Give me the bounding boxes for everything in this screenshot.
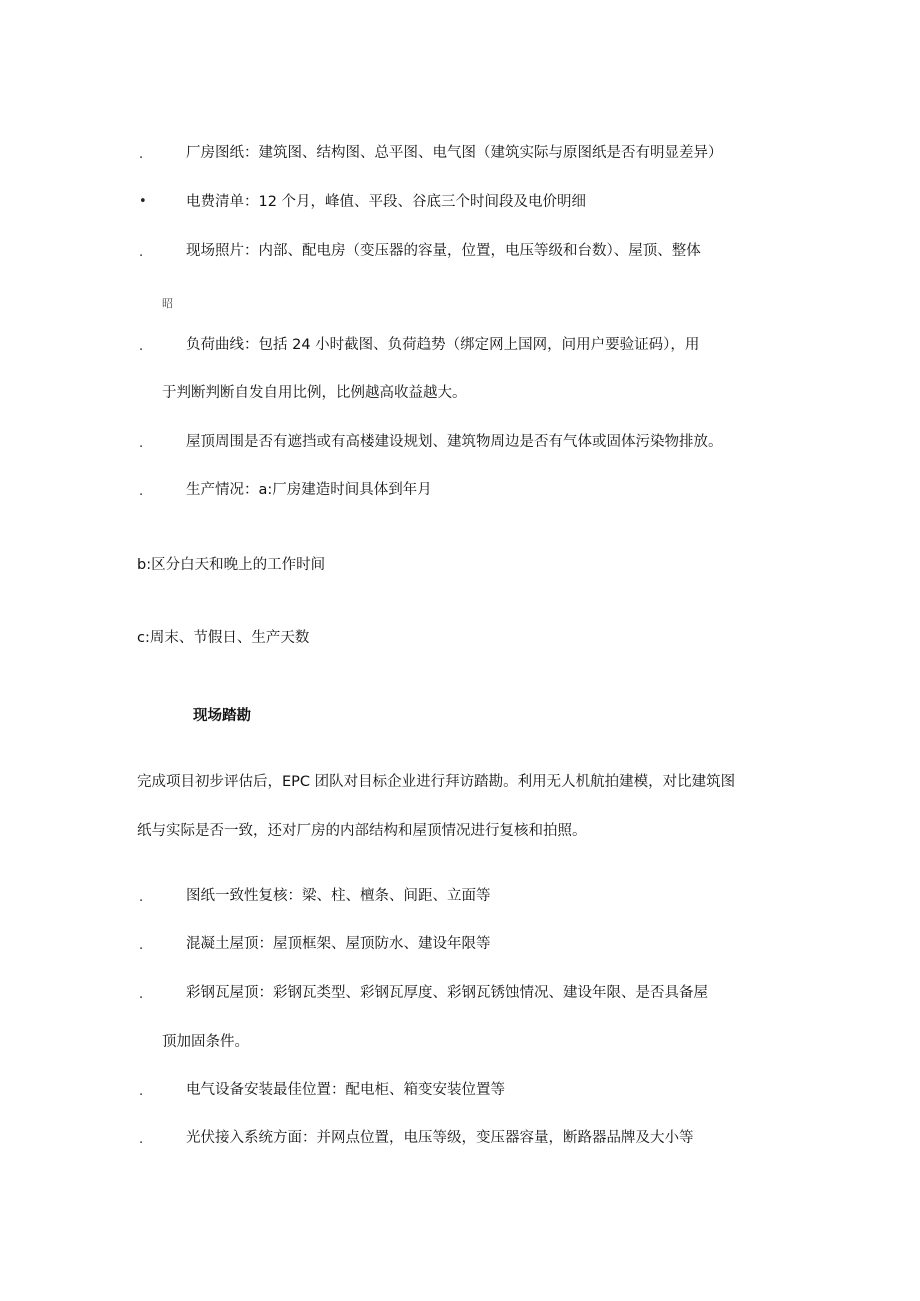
list-item-electrical-location: 电气设备安装最佳位置：配电柜、箱变安装位置等 [186,1082,505,1098]
list-marker: . [139,1132,144,1147]
list-marker: . [139,938,144,953]
list-marker: • [139,194,147,209]
paragraph-line: 完成项目初步评估后，EPC 团队对目标企业进行拜访踏勘。利用无人机航拍建模，对比建筑图 [137,774,736,790]
list-item-steel-roof: 彩钢瓦屋顶：彩钢瓦类型、彩钢瓦厚度、彩钢瓦锈蚀情况、建设年限、是否具备屋 [186,985,708,1001]
list-item-grid-access: 光伏接入系统方面：并网点位置，电压等级，变压器容量，断路器品牌及大小等 [186,1130,694,1146]
list-marker: . [139,987,144,1002]
production-sub-c: c:周末、节假日、生产天数 [137,630,310,646]
list-marker: . [139,1084,144,1099]
list-item-drawings: 厂房图纸：建筑图、结构图、总平图、电气图（建筑实际与原图纸是否有明显差异） [186,145,723,161]
list-marker: . [139,890,144,905]
list-item-load-curve-cont: 于判断判断自发自用比例，比例越高收益越大。 [162,385,467,401]
list-item-electricity-bill: 电费清单：12 个月，峰值、平段、谷底三个时间段及电价明细 [186,194,587,210]
list-item-load-curve: 负荷曲线：包括 24 小时截图、负荷趋势（绑定网上国网，问用户要验证码），用 [186,337,700,353]
list-item-steel-roof-cont: 顶加固条件。 [162,1034,249,1050]
production-sub-b: b:区分白天和晚上的工作时间 [137,557,326,573]
list-marker: . [139,484,144,499]
list-marker: . [139,147,144,162]
list-item-drawing-check: 图纸一致性复核：梁、柱、檀条、间距、立面等 [186,888,491,904]
list-marker: . [139,245,144,260]
list-marker: . [139,339,144,354]
list-item-roof-surroundings: 屋顶周围是否有遮挡或有高楼建设规划、建筑物周边是否有气体或固体污染物排放。 [186,434,723,450]
paragraph-line: 纸与实际是否一致，还对厂房的内部结构和屋顶情况进行复核和拍照。 [137,823,587,839]
list-marker: . [139,436,144,451]
section-heading: 现场踏勘 [193,708,251,724]
list-item-site-photos-cont: 昭 [162,297,173,310]
list-item-site-photos: 现场照片：内部、配电房（变压器的容量，位置，电压等级和台数）、屋顶、整体 [186,243,701,259]
list-item-production: 生产情况：a:厂房建造时间具体到年月 [186,482,432,498]
list-item-concrete-roof: 混凝土屋顶：屋顶框架、屋顶防水、建设年限等 [186,936,491,952]
